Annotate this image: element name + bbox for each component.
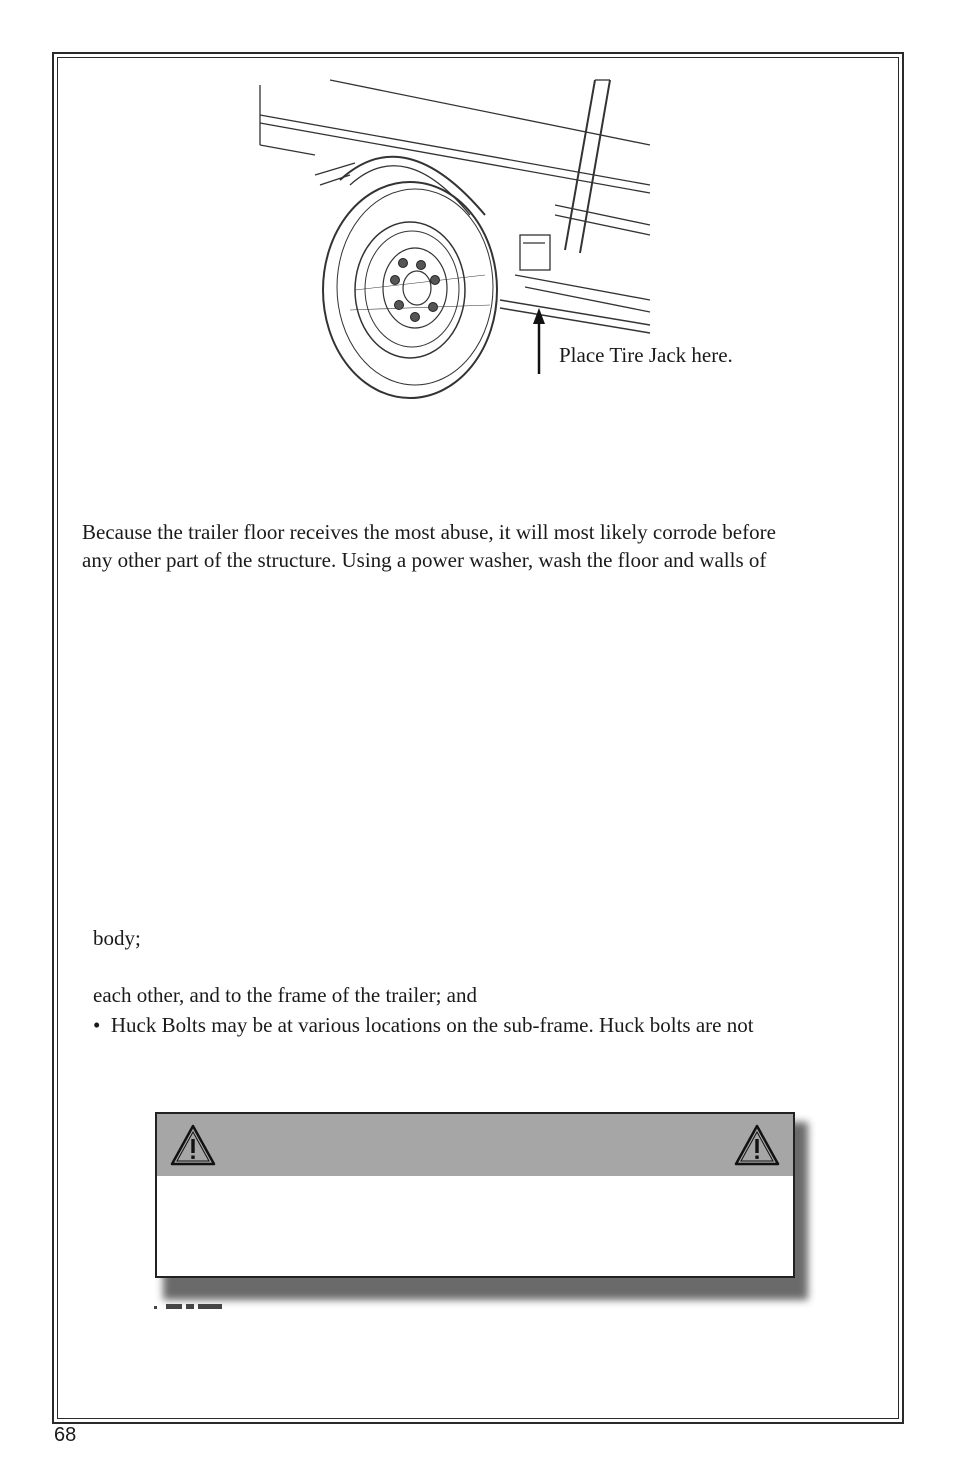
bullet-symbol: •	[93, 1013, 101, 1037]
bullet-item	[93, 1013, 754, 1038]
page-number: 68	[54, 1424, 77, 1446]
warning-box	[155, 1112, 795, 1278]
paragraph-line: Because the trailer floor receives the most abuse, it will most likely corrode before	[82, 520, 776, 544]
list-item-fragment: each other, and to the frame of the trailer; and	[93, 983, 477, 1007]
warning-triangle-icon	[734, 1123, 780, 1167]
warning-triangle-icon	[170, 1123, 216, 1167]
jack-point-arrow	[527, 308, 551, 374]
paragraph-line: any other part of the structure. Using a power washer, wash the floor and walls of	[82, 548, 767, 572]
figure-caption: Place Tire Jack here.	[559, 343, 733, 367]
clipped-text-remnant	[152, 1300, 232, 1312]
bullet-text: Huck Bolts may be at various locations on the sub-frame. Huck bolts are not	[110, 1013, 754, 1037]
list-item-fragment: body;	[93, 926, 141, 950]
warning-header	[157, 1114, 793, 1176]
